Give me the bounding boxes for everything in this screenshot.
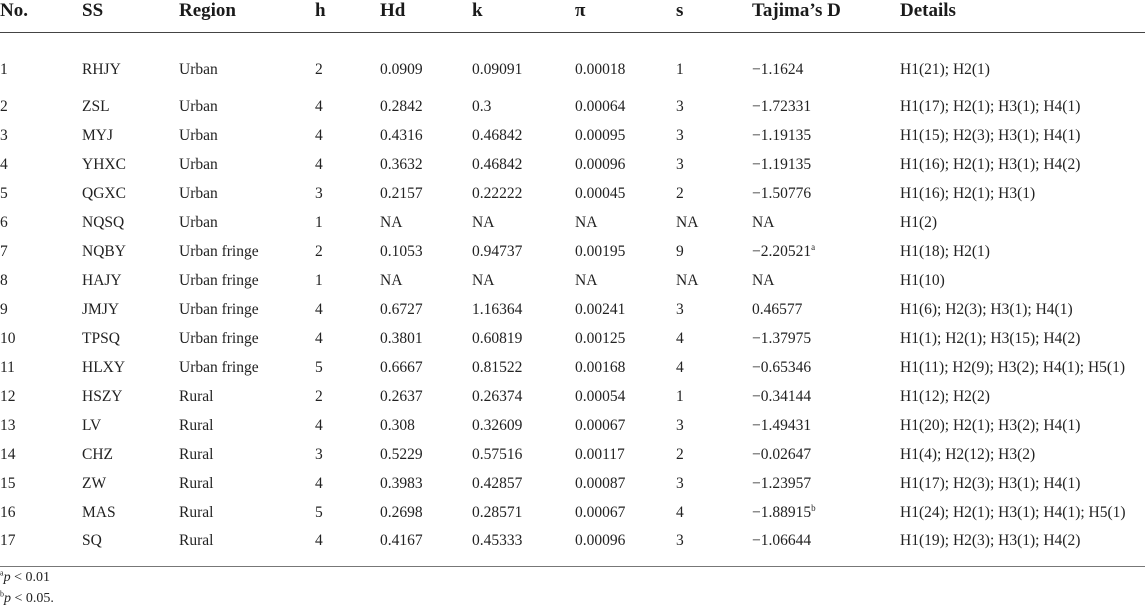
cell-ss: MYJ bbox=[82, 126, 114, 144]
cell-s: 1 bbox=[676, 387, 684, 405]
cell-s: 3 bbox=[676, 97, 684, 115]
table-row bbox=[0, 179, 1145, 208]
cell-s: 2 bbox=[676, 184, 684, 202]
table-row bbox=[0, 208, 1145, 237]
cell-h: 4 bbox=[315, 126, 323, 144]
cell-ss: MAS bbox=[82, 503, 116, 521]
cell-k: 0.46842 bbox=[472, 155, 523, 173]
cell-details: H1(10) bbox=[900, 271, 945, 289]
tajimas-d-value: NA bbox=[752, 213, 775, 231]
cell-h: 4 bbox=[315, 155, 323, 173]
cell-details: H1(24); H2(1); H3(1); H4(1); H5(1) bbox=[900, 503, 1126, 521]
tajimas-d-value: −1.19135 bbox=[752, 155, 812, 173]
cell-hd: 0.4316 bbox=[380, 126, 423, 144]
tajimas-d-value: −1.23957 bbox=[752, 474, 812, 492]
cell-ss: LV bbox=[82, 416, 102, 434]
cell-ss: ZW bbox=[82, 474, 107, 492]
cell-hd: 0.1053 bbox=[380, 242, 423, 260]
header-s: s bbox=[676, 0, 752, 33]
cell-details: H1(20); H2(1); H3(2); H4(1) bbox=[900, 416, 1081, 434]
cell-region: Rural bbox=[179, 387, 214, 405]
cell-pi: 0.00045 bbox=[575, 184, 626, 202]
cell-hd: NA bbox=[380, 213, 403, 231]
cell-ss: JMJY bbox=[82, 300, 120, 318]
cell-pi: 0.00125 bbox=[575, 329, 626, 347]
cell-k: 1.16364 bbox=[472, 300, 523, 318]
cell-no: 1 bbox=[0, 61, 8, 78]
tajimas-d-value: −1.50776 bbox=[752, 184, 812, 202]
table-row bbox=[0, 150, 1145, 179]
cell-s: 3 bbox=[676, 126, 684, 144]
tajimas-d-value: −1.49431 bbox=[752, 416, 812, 434]
cell-pi: 0.00054 bbox=[575, 387, 626, 405]
cell-no: 12 bbox=[0, 387, 16, 405]
cell-h: 4 bbox=[315, 97, 323, 115]
footnote-variable: p bbox=[4, 591, 11, 606]
cell-pi: 0.00168 bbox=[575, 358, 626, 376]
cell-tajimas-d bbox=[752, 150, 900, 179]
footnote-mark: b bbox=[0, 589, 4, 599]
tajimas-d-value: −0.02647 bbox=[752, 445, 812, 463]
tajimas-d-value: −1.88915 bbox=[752, 503, 812, 521]
footnote-a bbox=[0, 567, 54, 588]
cell-hd: 0.3632 bbox=[380, 155, 423, 173]
cell-pi: 0.00018 bbox=[575, 61, 626, 78]
cell-ss: QGXC bbox=[82, 184, 126, 202]
cell-tajimas-d bbox=[752, 324, 900, 353]
cell-s: 4 bbox=[676, 358, 684, 376]
cell-ss: HSZY bbox=[82, 387, 123, 405]
cell-no: 16 bbox=[0, 503, 16, 521]
cell-region: Urban bbox=[179, 213, 218, 231]
table-row bbox=[0, 382, 1145, 411]
table-row bbox=[0, 92, 1145, 121]
cell-tajimas-d bbox=[752, 411, 900, 440]
footnote-text: < 0.05. bbox=[11, 591, 54, 606]
footnote-text: < 0.01 bbox=[10, 570, 50, 585]
tajimas-d-value: −0.34144 bbox=[752, 387, 812, 405]
cell-details: H1(18); H2(1) bbox=[900, 242, 990, 260]
cell-details: H1(19); H2(3); H3(1); H4(2) bbox=[900, 527, 1145, 567]
cell-s: 1 bbox=[676, 61, 684, 78]
cell-no: 9 bbox=[0, 300, 8, 318]
cell-h: 2 bbox=[315, 61, 323, 78]
tajimas-d-value: −1.06644 bbox=[752, 532, 812, 549]
cell-region: Rural bbox=[179, 474, 214, 492]
cell-details: H1(16); H2(1); H3(1) bbox=[900, 184, 1036, 202]
cell-details: H1(11); H2(9); H3(2); H4(1); H5(1) bbox=[900, 358, 1125, 376]
cell-hd: 0.2157 bbox=[380, 184, 423, 202]
cell-pi: 0.00067 bbox=[575, 416, 626, 434]
cell-details: H1(21); H2(1) bbox=[900, 61, 990, 78]
cell-region: Rural bbox=[179, 445, 214, 463]
cell-hd: 0.4167 bbox=[380, 527, 472, 567]
cell-no: 17 bbox=[0, 527, 82, 567]
cell-tajimas-d bbox=[752, 237, 900, 266]
tajimas-d-value: −0.65346 bbox=[752, 358, 812, 376]
cell-ss: ZSL bbox=[82, 97, 110, 115]
cell-s: 2 bbox=[676, 445, 684, 463]
tajimas-d-value: −1.72331 bbox=[752, 97, 812, 115]
cell-region: Urban fringe bbox=[179, 242, 259, 260]
cell-no: 8 bbox=[0, 271, 8, 289]
header-tajimas-d: Tajima’s D bbox=[752, 0, 900, 33]
header-pi: π bbox=[575, 0, 676, 33]
cell-tajimas-d bbox=[752, 382, 900, 411]
cell-no: 2 bbox=[0, 97, 8, 115]
table-row bbox=[0, 440, 1145, 469]
cell-region: Rural bbox=[179, 503, 214, 521]
cell-tajimas-d bbox=[752, 295, 900, 324]
cell-no: 13 bbox=[0, 416, 16, 434]
cell-tajimas-d bbox=[752, 179, 900, 208]
cell-k: 0.42857 bbox=[472, 474, 523, 492]
cell-k: 0.3 bbox=[472, 97, 492, 115]
table-row bbox=[0, 324, 1145, 353]
cell-details: H1(1); H2(1); H3(15); H4(2) bbox=[900, 329, 1081, 347]
cell-k: 0.81522 bbox=[472, 358, 523, 376]
header-row bbox=[0, 0, 1145, 33]
cell-tajimas-d bbox=[752, 92, 900, 121]
cell-ss: TPSQ bbox=[82, 329, 120, 347]
table-row bbox=[0, 121, 1145, 150]
cell-k: 0.45333 bbox=[472, 527, 575, 567]
table-row bbox=[0, 295, 1145, 324]
cell-pi: 0.00064 bbox=[575, 97, 626, 115]
footnote-variable: p bbox=[3, 570, 11, 585]
cell-h: 1 bbox=[315, 213, 323, 231]
cell-s: NA bbox=[676, 213, 699, 231]
cell-details: H1(17); H2(3); H3(1); H4(1) bbox=[900, 474, 1081, 492]
table-footnotes bbox=[0, 567, 54, 609]
cell-h: 1 bbox=[315, 271, 323, 289]
cell-k: 0.32609 bbox=[472, 416, 523, 434]
cell-s: 3 bbox=[676, 300, 684, 318]
cell-ss: NQBY bbox=[82, 242, 126, 260]
table-row bbox=[0, 266, 1145, 295]
table-row bbox=[0, 33, 1145, 93]
tajimas-d-value: NA bbox=[752, 271, 775, 289]
cell-pi: 0.00195 bbox=[575, 242, 626, 260]
cell-k: 0.57516 bbox=[472, 445, 523, 463]
table-row bbox=[0, 353, 1145, 382]
tajimas-d-value: −2.20521 bbox=[752, 242, 812, 260]
tajimas-d-value: −1.19135 bbox=[752, 126, 812, 144]
cell-pi: NA bbox=[575, 271, 598, 289]
cell-details: H1(16); H2(1); H3(1); H4(2) bbox=[900, 155, 1081, 173]
footnote-b bbox=[0, 588, 54, 609]
cell-details: H1(12); H2(2) bbox=[900, 387, 990, 405]
cell-region: Urban fringe bbox=[179, 271, 259, 289]
tajimas-d-value: −1.37975 bbox=[752, 329, 812, 347]
cell-pi: 0.00087 bbox=[575, 474, 626, 492]
cell-tajimas-d bbox=[752, 469, 900, 498]
cell-hd: 0.6727 bbox=[380, 300, 423, 318]
table-row bbox=[0, 527, 1145, 567]
cell-ss: HAJY bbox=[82, 271, 122, 289]
cell-k: 0.46842 bbox=[472, 126, 523, 144]
header-ss: SS bbox=[82, 0, 179, 33]
cell-hd: NA bbox=[380, 271, 403, 289]
cell-region: Urban fringe bbox=[179, 300, 259, 318]
cell-region: Urban bbox=[179, 97, 218, 115]
header-details: Details bbox=[900, 0, 1145, 33]
cell-details: H1(6); H2(3); H3(1); H4(1) bbox=[900, 300, 1073, 318]
cell-hd: 0.5229 bbox=[380, 445, 423, 463]
cell-hd: 0.6667 bbox=[380, 358, 423, 376]
cell-ss: SQ bbox=[82, 527, 179, 567]
cell-pi: 0.00067 bbox=[575, 503, 626, 521]
cell-region: Urban fringe bbox=[179, 358, 259, 376]
cell-no: 3 bbox=[0, 126, 8, 144]
cell-tajimas-d bbox=[752, 498, 900, 527]
table-row bbox=[0, 411, 1145, 440]
cell-h: 2 bbox=[315, 387, 323, 405]
cell-s: 4 bbox=[676, 329, 684, 347]
header-hd: Hd bbox=[380, 0, 472, 33]
header-no: No. bbox=[0, 0, 82, 33]
tajimas-d-value: 0.46577 bbox=[752, 300, 803, 318]
cell-k: 0.28571 bbox=[472, 503, 523, 521]
cell-s: 3 bbox=[676, 155, 684, 173]
cell-tajimas-d bbox=[752, 33, 900, 93]
table-row bbox=[0, 469, 1145, 498]
cell-k: 0.60819 bbox=[472, 329, 523, 347]
cell-tajimas-d bbox=[752, 440, 900, 469]
cell-no: 7 bbox=[0, 242, 8, 260]
table-body bbox=[0, 33, 1145, 567]
cell-h: 4 bbox=[315, 527, 380, 567]
cell-tajimas-d bbox=[752, 353, 900, 382]
cell-k: 0.09091 bbox=[472, 61, 523, 78]
cell-s: 9 bbox=[676, 242, 684, 260]
cell-no: 4 bbox=[0, 155, 8, 173]
header-region: Region bbox=[179, 0, 315, 33]
cell-s: NA bbox=[676, 271, 699, 289]
cell-k: 0.22222 bbox=[472, 184, 523, 202]
cell-region: Rural bbox=[179, 416, 214, 434]
cell-h: 4 bbox=[315, 416, 323, 434]
tajimas-d-value: −1.1624 bbox=[752, 61, 804, 78]
cell-ss: RHJY bbox=[82, 61, 121, 78]
cell-region: Urban bbox=[179, 184, 218, 202]
cell-h: 3 bbox=[315, 445, 323, 463]
cell-pi: 0.00117 bbox=[575, 445, 625, 463]
cell-s: 3 bbox=[676, 416, 684, 434]
cell-ss: HLXY bbox=[82, 358, 126, 376]
cell-h: 5 bbox=[315, 358, 323, 376]
cell-h: 5 bbox=[315, 503, 323, 521]
cell-hd: 0.3983 bbox=[380, 474, 423, 492]
cell-no: 10 bbox=[0, 329, 16, 347]
cell-h: 4 bbox=[315, 474, 323, 492]
cell-hd: 0.3801 bbox=[380, 329, 423, 347]
cell-ss: CHZ bbox=[82, 445, 113, 463]
cell-region: Urban bbox=[179, 155, 218, 173]
cell-k: 0.26374 bbox=[472, 387, 523, 405]
cell-k: 0.94737 bbox=[472, 242, 523, 260]
significance-mark: a bbox=[811, 241, 816, 252]
cell-hd: 0.2637 bbox=[380, 387, 423, 405]
cell-h: 4 bbox=[315, 300, 323, 318]
cell-pi: 0.00096 bbox=[575, 155, 626, 173]
cell-h: 2 bbox=[315, 242, 323, 260]
table-row bbox=[0, 498, 1145, 527]
cell-details: H1(17); H2(1); H3(1); H4(1) bbox=[900, 97, 1081, 115]
header-h: h bbox=[315, 0, 380, 33]
cell-ss: NQSQ bbox=[82, 213, 125, 231]
cell-region: Urban bbox=[179, 126, 218, 144]
cell-pi: 0.00241 bbox=[575, 300, 626, 318]
cell-hd: 0.308 bbox=[380, 416, 415, 434]
table-row bbox=[0, 237, 1145, 266]
cell-s: 3 bbox=[676, 527, 752, 567]
cell-details: H1(2) bbox=[900, 213, 938, 231]
cell-details: H1(15); H2(3); H3(1); H4(1) bbox=[900, 126, 1081, 144]
cell-tajimas-d bbox=[752, 121, 900, 150]
cell-s: 3 bbox=[676, 474, 684, 492]
significance-mark: b bbox=[811, 502, 816, 513]
cell-region: Urban bbox=[179, 61, 218, 78]
cell-tajimas-d bbox=[752, 527, 900, 567]
cell-ss: YHXC bbox=[82, 155, 126, 173]
cell-h: 4 bbox=[315, 329, 323, 347]
cell-h: 3 bbox=[315, 184, 323, 202]
cell-hd: 0.0909 bbox=[380, 61, 423, 78]
cell-no: 5 bbox=[0, 184, 8, 202]
cell-k: NA bbox=[472, 213, 495, 231]
cell-pi: NA bbox=[575, 213, 598, 231]
cell-no: 6 bbox=[0, 213, 8, 231]
header-k: k bbox=[472, 0, 575, 33]
cell-region: Urban fringe bbox=[179, 329, 259, 347]
cell-no: 11 bbox=[0, 358, 15, 376]
cell-tajimas-d bbox=[752, 208, 900, 237]
cell-pi: 0.00096 bbox=[575, 527, 676, 567]
cell-hd: 0.2842 bbox=[380, 97, 423, 115]
cell-s: 4 bbox=[676, 503, 684, 521]
cell-hd: 0.2698 bbox=[380, 503, 423, 521]
footnote-mark: a bbox=[0, 568, 4, 578]
cell-k: NA bbox=[472, 271, 495, 289]
cell-pi: 0.00095 bbox=[575, 126, 626, 144]
cell-region: Rural bbox=[179, 527, 315, 567]
cell-no: 15 bbox=[0, 474, 16, 492]
cell-tajimas-d bbox=[752, 266, 900, 295]
cell-no: 14 bbox=[0, 445, 16, 463]
cell-details: H1(4); H2(12); H3(2) bbox=[900, 445, 1036, 463]
